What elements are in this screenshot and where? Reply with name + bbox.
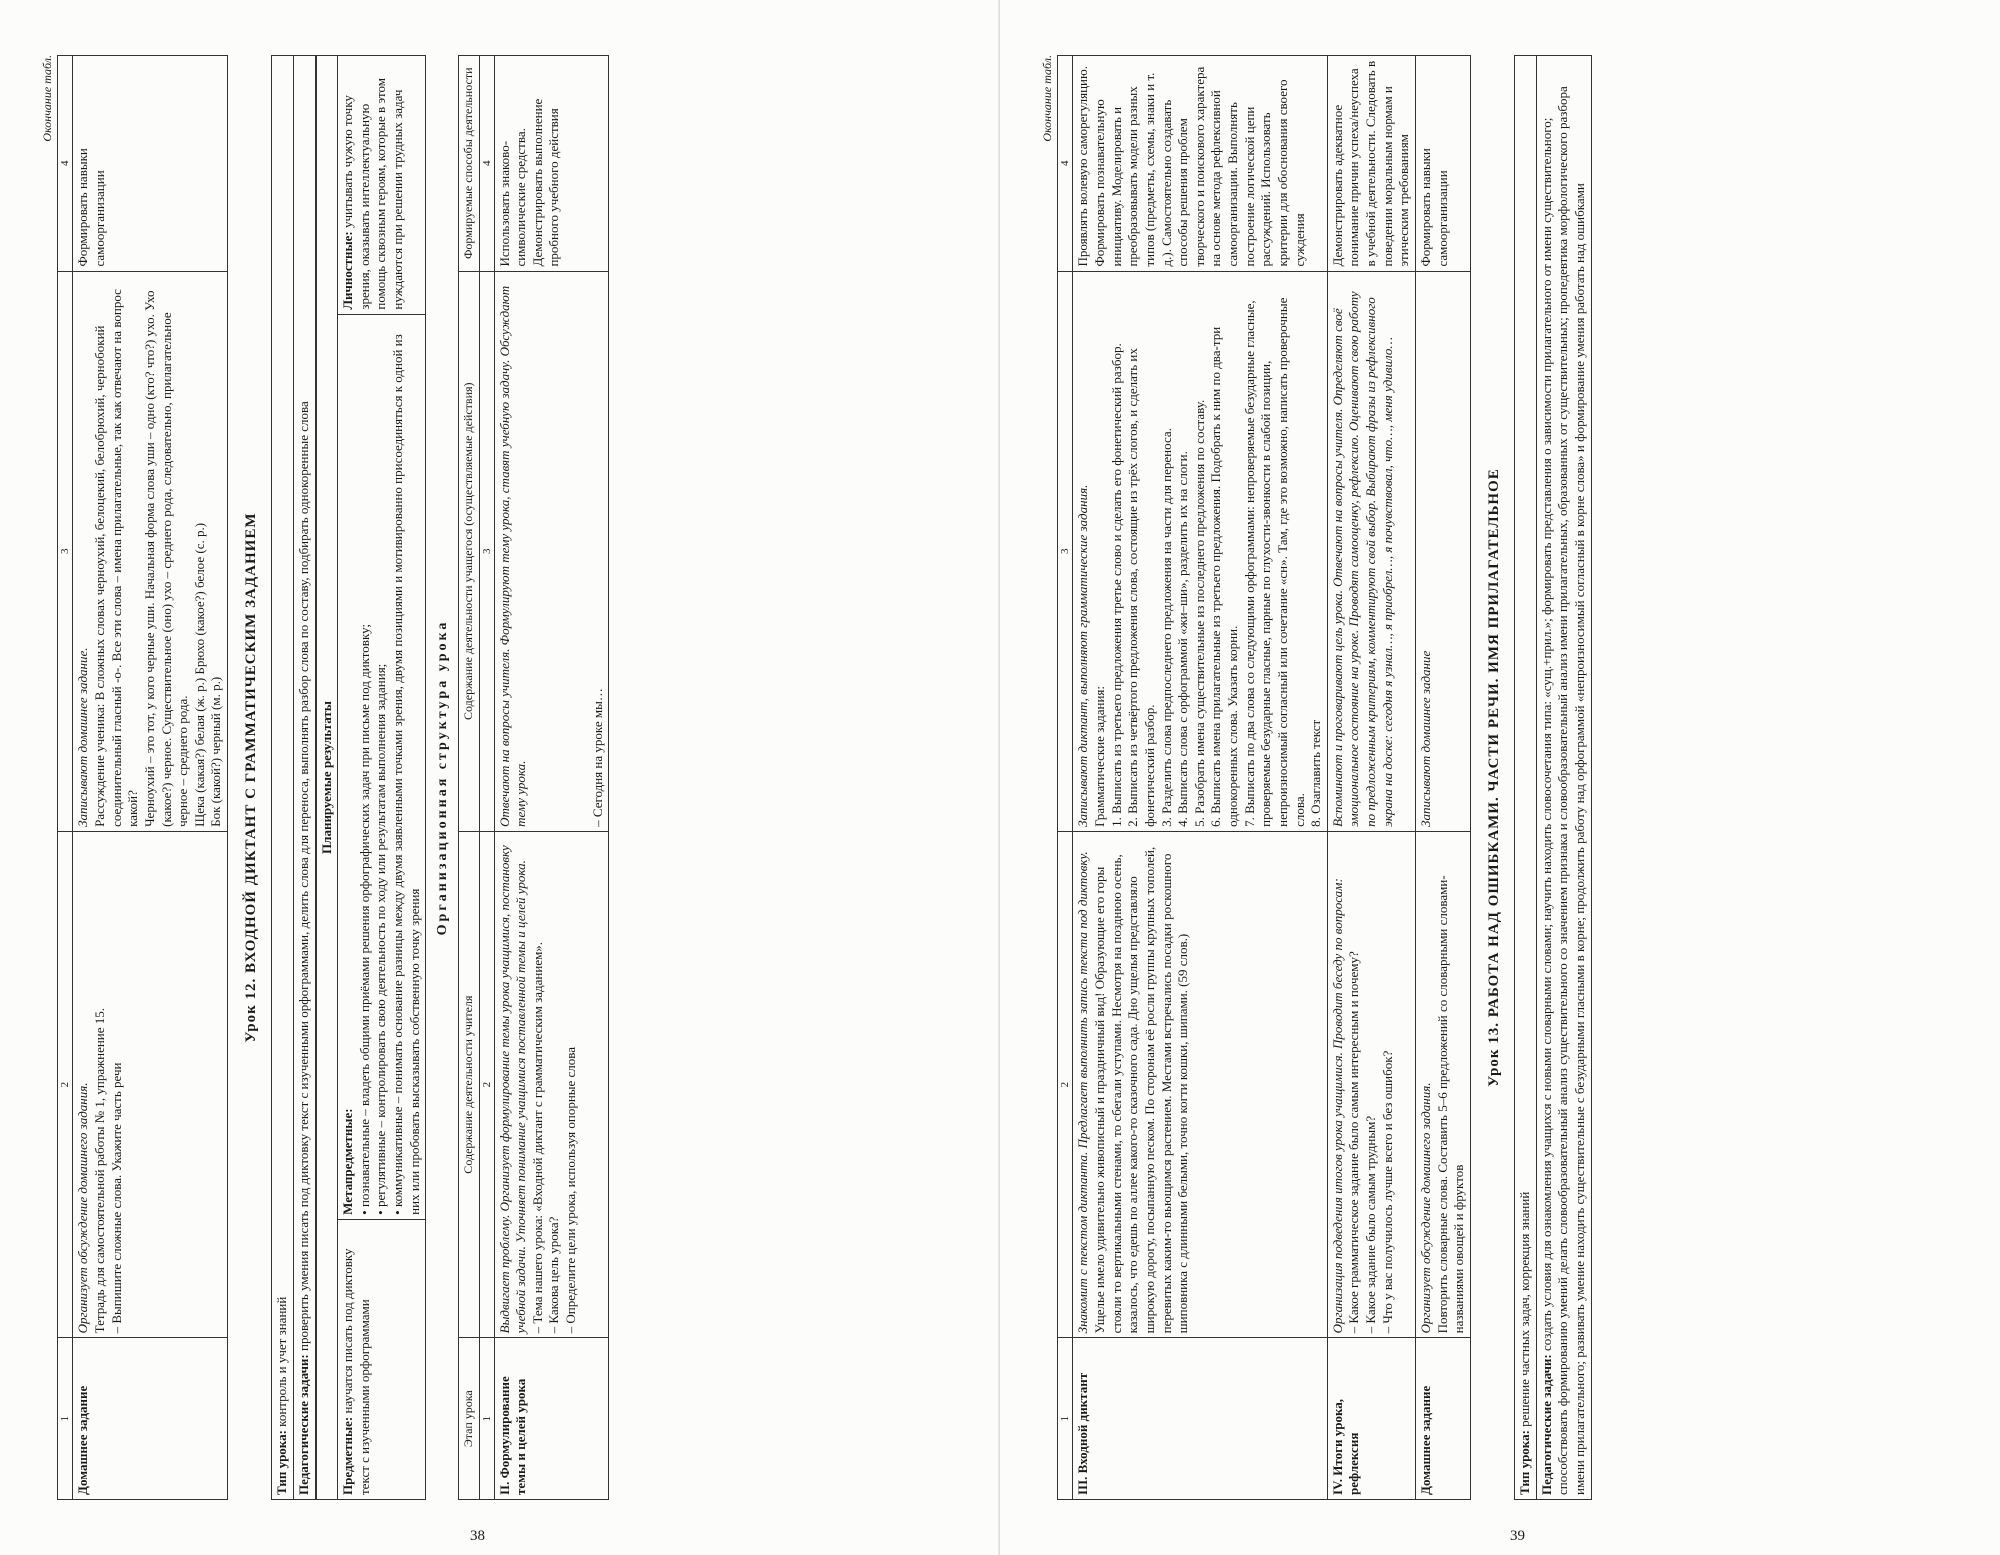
table-row (1073, 56, 1327, 1500)
lesson-13-type (1514, 55, 1537, 1500)
table-row (494, 56, 609, 1500)
col-number: 1 (479, 1338, 494, 1500)
col-number: 3 (58, 271, 73, 831)
type-value: решение частных задач, коррекция знаний (1517, 1191, 1532, 1427)
col-header: Содержание деятельности учителя (459, 831, 479, 1337)
subject-results (338, 1219, 426, 1499)
planned-results-title: Планируемые результаты (316, 56, 338, 1500)
tasks-value: создать условия для ознакомления учащихся с новыми словарными словами; научить находить словосочетания типа: «сущ.+прил.»; формировать представления о зависимости прилагательного от имени существительного; способствовать формированию умений делать словообразовательный анализ существительного со значением признака и словообразовательный анализ имени прилагательных, образованных от существительных; пропедевтика морфологического разбора имени прилагательного; развивать умение находить существительные с безударными гласными в корне; продолжить работу над орфограммой «непроизносимый согласный в корне слова» и формирование умения работать над ошибками (1538, 86, 1587, 1495)
ways-cell: Формировать навыки самоорганизации (1415, 56, 1470, 272)
col-number: 2 (58, 831, 73, 1337)
col-number: 4 (1058, 56, 1073, 272)
structure-table (458, 55, 609, 1500)
stage-cell: Домашнее задание (1415, 1338, 1470, 1500)
lesson-12-type (271, 55, 294, 1500)
col-header: Формируемые способы деятельности (459, 56, 479, 272)
tasks-value: проверить умения писать под диктовку текст с изученными орфограммами, делить слова для переноса, выполнять разбор слова по составу, подбирать однокоренные слова (295, 401, 311, 1352)
stage-cell: IV. Итоги урока, рефлексия (1327, 1338, 1415, 1500)
lesson-12-tasks (294, 55, 316, 1500)
structure-title: Организационная структура урока (435, 619, 451, 936)
col-number: 2 (479, 831, 494, 1337)
student-action: Вспоминают и проговаривают цель урока. Отвечают на вопросы учителя. Определяют своё эмоциональное состояние на уроке. Проводят самооценку, рефлексию. Оценивают свою работу по предложенным критериям, комментируют свой выбор. Выбирают фразы из рефлексивного экрана на доске: сегодня я узнал…, я приобрел…, я почувствовал, что…, меня удивило… (1329, 291, 1395, 827)
student-action: Записывают домашнее задание (1417, 650, 1433, 827)
personal-value: учитывать чужую точку зрения, оказывать интеллектуальную помощь сквозным героям, которые в этом нуждаются при решении трудных задач (340, 77, 405, 310)
lesson-stages-table (1057, 55, 1470, 1500)
teacher-cell (1073, 831, 1327, 1337)
ways-cell: Проявлять волевую саморегуляцию. Формировать познавательную инициативу. Моделировать и преобразовывать модели разных типов (предметы, схемы, знаки и т. д.). Самостоятельно создавать способы решения проблем творческого и поискового характера на основе метода рефлексивной самоорганизации. Выполнять построение логической цепи рассуждений. Использовать критерии для обоснования своего суждения (1073, 56, 1327, 272)
col-number: 4 (479, 56, 494, 272)
teacher-action: Знакомит с текстом диктанта. Предлагает выполнить запись текста под диктовку. (1075, 851, 1091, 1334)
student-cell (1415, 271, 1470, 831)
subject-label: Предметные: (340, 1416, 356, 1495)
table-continuation-note: Окончание табл. (1040, 55, 1054, 142)
homework-table (57, 55, 228, 1500)
tasks-label: Педагогические задачи: (295, 1354, 311, 1495)
col-number: 4 (58, 56, 73, 272)
table-row (73, 56, 228, 1500)
col-number: 3 (479, 271, 494, 831)
col-number: 1 (58, 1338, 73, 1500)
student-text: – Сегодня на уроке мы… (589, 688, 605, 827)
col-number: 3 (1058, 271, 1073, 831)
student-cell (1073, 271, 1327, 831)
teacher-action: Организует обсуждение домашнего задания. (1417, 1082, 1433, 1334)
col-number: 1 (1058, 1338, 1073, 1500)
teacher-cell (1327, 831, 1415, 1337)
teacher-action: Организация подведения итогов урока учащимися. Проводит беседу по вопросам: (1329, 878, 1345, 1334)
teacher-text: Повторить словарные слова. Составить 5–6 предложений со словарными словами-названиями овощей и фруктов (1434, 875, 1467, 1334)
meta-value: • познавательные – владеть общими приёмами решения орфографических задач при письме под диктовку; • регулятивные – контролировать свою деятельность по ходу или результатам выполнения задания; • коммуникативные – понимать основание разницы между двумя заявленными точками зрения, двумя позициями и мотивированно присоединяться к одной из них или пробовать высказывать собственную точку зрения (356, 334, 422, 1215)
personal-label: Личностные: (340, 231, 356, 310)
table-continuation-note: Окончание табл. (40, 55, 54, 142)
type-label: Тип урока: (274, 1430, 290, 1495)
lesson-13-title: Урок 13. РАБОТА НАД ОШИБКАМИ. ЧАСТИ РЕЧИ. ИМЯ ПРИЛАГАТЕЛЬНОЕ (1485, 468, 1502, 1087)
teacher-action: Выдвигает проблему. Организует формулирование темы урока учащимися, постановку учебной задачи. Уточняет понимание учащимися поставленной темы и целей урока. (496, 845, 529, 1334)
teacher-cell (494, 831, 609, 1337)
teacher-cell (1415, 831, 1470, 1337)
teacher-text: Тетрадь для самостоятельной работы № 1, упражнение 15. – Выпишите сложные слова. Укажите часть речи (92, 1007, 124, 1334)
student-action: Отвечают на вопросы учителя. Формулируют тему урока, ставят учебную задачу. Обсуждают тему урока. (496, 285, 529, 827)
type-value: контроль и учет знаний (274, 1296, 290, 1427)
student-action: Записывают домашнее задание. (75, 647, 91, 827)
meta-results (338, 314, 426, 1219)
teacher-cell (73, 831, 228, 1337)
student-text: Рассуждение ученика: В сложных словах черноухий, белоцекий, белобрюхий, чернобокий соединительный гласный -о-. Все эти слова – имена прилагательные, так как отвечают на вопрос какой? Черноухий – это тот, у кого черные уши. Начальная форма слова уши – одно (кто? что?) ухо. Ухо (какое?) черное. Существительное (оно) ухо – среднего рода, следовательно, прилагательное черное – среднего рода. Щека (какая?) белая (ж. р.) Брюхо (какое?) белое (с. р.) Бок (какой?) черный (м. р.) (92, 289, 224, 827)
teacher-action: Организует обсуждение домашнего задания. (75, 1082, 91, 1334)
teacher-text: – Тема нашего урока: «Входной диктант с грамматическим заданием». – Какова цель урока? – Определите цели урока, используя опорные слова (529, 941, 579, 1334)
table-row (1415, 56, 1470, 1500)
page-number: 39 (1510, 1528, 1525, 1544)
subject-value: научатся писать под диктовку текст с изученными орфограммами (340, 1248, 372, 1495)
table-row (1327, 56, 1415, 1500)
student-text: Грамматические задания: 1. Выписать из третьего предложения третье слово и сделать его фонетический разбор. 2. Выписать из четвёртого предложения слова, состоящие из трёх слогов, и сделать их фонетический разбор. 3. Разделить слова предпоследнего предложения на части для переноса. 4. Выписать слова с орфограммой «жи–ши», разделить их на слоги. 5. Разобрать имена существительные из последнего предложения по составу. 6. Выписать имена прилагательные из третьего предложения. Подобрать к ним по два-три однокоренных слова. Указать корни. 7. Выписать по два слова со следующими орфограммами: непроверяемые безударные гласные, проверяемые безударные гласные, парные по глухости-звонкости в слабой позиции, непроизносимый согласный или сочетание «сн». Там, где это возможно, написать проверочные слова. 8. Озаглавить текст (1092, 297, 1324, 827)
col-header: Этап урока (459, 1338, 479, 1500)
col-number: 2 (1058, 831, 1073, 1337)
student-cell (494, 271, 609, 831)
lesson-13-tasks (1537, 55, 1592, 1500)
page-number: 38 (470, 1528, 485, 1544)
student-cell (1327, 271, 1415, 831)
ways-cell: Формировать навыки самоорганизации (73, 56, 228, 272)
student-cell (73, 271, 228, 831)
planned-results-table (316, 55, 427, 1500)
col-header: Содержание деятельности учащегося (осуществляемые действия) (459, 271, 479, 831)
type-label: Тип урока: (1517, 1430, 1532, 1495)
tasks-label: Педагогические задачи: (1538, 1354, 1554, 1495)
stage-cell: II. Формулирование темы и целей урока (494, 1338, 609, 1500)
stage-cell: III. Входной диктант (1073, 1338, 1327, 1500)
teacher-text: – Какое грамматическое задание было самым интересным и почему? – Какое задание было самым трудным? – Что у вас получилось лучше всего и без ошибок? (1346, 951, 1395, 1334)
meta-label: Метапредметные: (340, 1108, 356, 1215)
stage-cell: Домашнее задание (73, 1338, 228, 1500)
lesson-12-title: Урок 12. ВХОДНОЙ ДИКТАНТ С ГРАММАТИЧЕСКИМ ЗАДАНИЕМ (243, 512, 260, 1043)
personal-results (338, 56, 426, 315)
ways-cell: Демонстрировать адекватное понимание причин успеха/неуспеха в учебной деятельности. Следовать в поведении моральным нормам и этическим требованиям (1327, 56, 1415, 272)
ways-cell: Использовать знаково-символические средства. Демонстрировать выполнение пробного учебного действия (494, 56, 609, 272)
right-page (1000, 0, 2000, 1555)
student-action: Записывают диктант, выполняют грамматические задания. (1075, 484, 1091, 827)
teacher-text: Ущелье имело удивительно живописный и праздничный вид! Образующие его горы стояли то вертикальными стенами, то сбегали уступами. Несмотря на позднюю осень, казалось, что едешь по аллее какого-то сказочного сада. Дно ущелья представляло широкую дорогу, посыпанную песком. По сторонам её росли группы крупных тополей, перевитых каким-то вьющимся растением. Местами встречались посадки роскошного шиповника с длинными белыми, точно когти кошки, шипами. (59 слов.) (1092, 846, 1191, 1334)
